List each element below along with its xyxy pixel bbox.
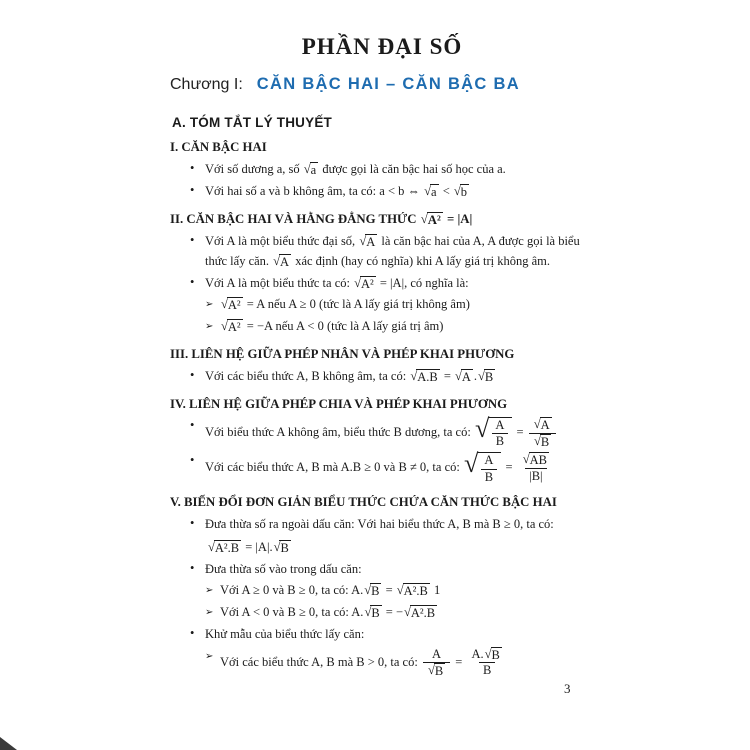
sqrt-expression (397, 583, 430, 598)
radical-sign: √ (427, 663, 435, 678)
denominator (423, 662, 450, 679)
denominator: B (479, 662, 495, 679)
radical-sign: √ (484, 646, 492, 661)
denominator: B (492, 433, 508, 450)
text-run: = (382, 583, 396, 598)
sub-list-item (170, 603, 594, 623)
sqrt-expression (221, 297, 243, 312)
sqrt-expression (404, 605, 437, 620)
bullet-text (220, 583, 440, 597)
list-item (170, 160, 594, 180)
bullet-text (205, 562, 362, 576)
radical-sign: √ (420, 211, 428, 226)
numerator (529, 417, 557, 433)
denominator: B (481, 469, 497, 486)
sqrt-expression (455, 369, 473, 384)
text-run: = |A|. (242, 539, 273, 554)
text-run: được gọi là căn bậc hai số học của a. (319, 162, 506, 176)
bullet-icon: • (190, 233, 195, 248)
heading-section-ii (170, 212, 594, 228)
text-run: < (439, 183, 453, 198)
text-run: Với các biểu thức A, B mà B > 0, ta có: (220, 654, 421, 669)
chapter-label: Chương I: (170, 76, 243, 93)
list-item (170, 367, 594, 387)
numerator: A (432, 646, 442, 661)
text-run: = − (382, 605, 404, 620)
text-run: = |A| (443, 211, 473, 226)
text-run: Với A ≥ 0 và B ≥ 0, ta có: A. (220, 583, 364, 598)
radical-sign: √ (455, 368, 462, 383)
radical-sign: √ (359, 234, 367, 249)
text-run: Đưa thừa số ra ngoài dấu căn: Với hai biểu thức A, B mà B ≥ 0, ta có: (205, 517, 554, 532)
radical-sign: √ (364, 605, 372, 620)
arrow-bullet-icon: ➢ (205, 650, 214, 662)
text-run: = |A|, có nghĩa là: (376, 275, 469, 290)
sqrt-expression (364, 605, 381, 620)
radicand (488, 417, 512, 450)
text-run: A. (471, 646, 484, 661)
sqrt-expression (534, 417, 552, 432)
text-run: Với các biểu thức A, B không âm, ta có: (205, 368, 410, 383)
radicand: A (280, 254, 290, 269)
radical-sign: √ (424, 183, 432, 198)
radicand: AB (529, 453, 547, 468)
text-run: Với số dương a, số (205, 162, 303, 176)
bullet-text (205, 234, 580, 268)
radicand: A (461, 369, 471, 384)
arrow-bullet-icon: ➢ (205, 321, 214, 333)
arrow-bullet-icon: ➢ (205, 299, 214, 311)
numerator: A (484, 452, 494, 467)
sqrt-expression (410, 369, 439, 384)
radicand: b (460, 184, 468, 199)
list-item (170, 182, 594, 202)
radical-sign: √ (364, 583, 372, 598)
sqrt-expression (221, 319, 243, 334)
radicand: A².B (410, 606, 436, 621)
sqrt-expression (428, 663, 445, 678)
sqrt-expression (485, 647, 502, 662)
radical-sign: √ (534, 433, 541, 448)
radicand: A² (360, 276, 374, 291)
bullet-text (205, 276, 469, 290)
fraction (518, 452, 554, 484)
fraction (480, 453, 497, 485)
chapter-title: CĂN BẬC HAI – CĂN BẬC BA (256, 75, 520, 93)
radicand: B (371, 606, 380, 621)
radical-sign: √ (522, 452, 530, 467)
text-run: Với A là một biểu thức ta có: (205, 275, 354, 290)
heading-section-iii: III. LIÊN HỆ GIỮA PHÉP NHÂN VÀ PHÉP KHAI PHƯƠNG (170, 346, 515, 361)
arrow-bullet-icon: ➢ (205, 585, 214, 597)
sub-list-item (170, 647, 594, 679)
bullet-icon: • (190, 452, 195, 467)
text-run: = A nếu A ≥ 0 (tức là A lấy giá trị không âm) (243, 297, 470, 312)
bullet-text (205, 184, 470, 198)
radical-sign: √ (221, 319, 228, 334)
text-run: Với các biểu thức A, B mà A.B ≥ 0 và B ≠ 0, ta có: (205, 460, 463, 475)
text-run: Với hai số a và b không âm, ta có: a < b ⇔ (205, 183, 424, 198)
denominator: |B| (525, 468, 546, 485)
section-heading-a: A. TÓM TẮT LÝ THUYẾT (172, 115, 332, 130)
radicand: B (371, 584, 380, 599)
list-item (170, 560, 594, 580)
sqrt-expression (421, 212, 443, 228)
scan-corner-artifact (0, 737, 17, 750)
radical-sign: √ (404, 605, 411, 620)
radicand: A² (227, 298, 241, 313)
radical-sign: √ (463, 448, 479, 478)
heading-section-iv: IV. LIÊN HỆ GIỮA PHÉP CHIA VÀ PHÉP KHAI PHƯƠNG (170, 396, 508, 411)
list-item (170, 448, 594, 485)
text-run: = (513, 425, 527, 440)
text-run: II. CĂN BẬC HAI VÀ HẰNG ĐẲNG THỨC (170, 211, 420, 226)
radicand: A (366, 235, 376, 250)
bullet-icon: • (190, 625, 195, 640)
text-run: = (502, 460, 516, 475)
numerator (518, 452, 554, 468)
list-item (170, 515, 594, 558)
fraction (529, 417, 557, 449)
sqrt-expression (523, 452, 549, 467)
sqrt-expression (359, 234, 377, 249)
bullet-icon: • (190, 274, 195, 289)
list-item (170, 274, 594, 294)
radical-sign: √ (533, 417, 541, 432)
page-number: 3 (564, 681, 571, 696)
sqrt-expression (478, 369, 495, 384)
bullet-icon: • (190, 161, 195, 175)
list-item (170, 413, 594, 450)
text-run: Đưa thừa số vào trong dấu căn: (205, 561, 362, 576)
arrow-bullet-icon: ➢ (205, 607, 214, 619)
sqrt-expression (273, 254, 291, 269)
radicand: A².B (403, 584, 428, 599)
radical-sign: √ (208, 539, 215, 554)
heading-section-i: I. CĂN BẬC HAI (170, 140, 267, 154)
radicand: A (540, 418, 550, 433)
sqrt-expression (364, 583, 381, 598)
bullet-text (205, 413, 559, 449)
radicand: a (431, 184, 437, 199)
list-item (170, 232, 594, 272)
sqrt-expression (304, 162, 318, 177)
radical-sign: √ (354, 275, 361, 290)
radical-sign: √ (273, 253, 281, 268)
radicand (477, 452, 501, 485)
radical-sign: √ (303, 162, 311, 176)
numerator: A (495, 417, 505, 432)
text-run: Với A là một biểu thức đại số, (205, 234, 359, 249)
bullet-text (205, 369, 496, 383)
radical-sign: √ (474, 413, 490, 443)
bullet-text (220, 646, 509, 679)
sub-list-item (170, 317, 594, 337)
page-title: PHẦN ĐẠI SỐ (301, 34, 463, 59)
sub-list-item (170, 581, 594, 601)
sqrt-expression (274, 540, 291, 555)
text-run: Với biểu thức A không âm, biểu thức B dương, ta có: (205, 425, 474, 440)
radicand: B (434, 664, 444, 679)
page-content (170, 34, 594, 681)
list-item (170, 625, 594, 645)
text-run: = (452, 654, 466, 669)
radical-sign: √ (273, 539, 281, 554)
text-run: Khử mẫu của biểu thức lấy căn: (205, 626, 365, 641)
sqrt-expression (354, 276, 376, 291)
bullet-text (205, 627, 364, 641)
radical-sign: √ (478, 368, 485, 383)
bullet-icon: • (190, 182, 195, 197)
heading-section-v: V. BIẾN ĐỔI ĐƠN GIẢN BIỂU THỨC CHỨA CĂN THỨC BẬC HAI (170, 495, 557, 510)
sqrt-expression (474, 413, 512, 450)
bullet-text (220, 605, 438, 619)
text-run: . (473, 368, 478, 383)
bullet-text (220, 297, 470, 311)
text-run: 1 (430, 583, 441, 598)
text-run: = (440, 368, 454, 383)
bullet-icon: • (190, 417, 195, 432)
radical-sign: √ (221, 297, 228, 312)
radicand: A².B (214, 540, 240, 555)
radicand: A.B (417, 369, 438, 384)
radicand: a (310, 163, 317, 177)
bullet-icon: • (190, 560, 195, 575)
text-run: = −A nếu A < 0 (tức là A lấy giá trị âm) (243, 319, 444, 334)
sqrt-expression (424, 184, 438, 199)
chapter-heading (170, 75, 594, 94)
radicand: B (540, 434, 550, 449)
numerator (467, 647, 506, 663)
denominator (529, 433, 556, 450)
bullet-icon: • (190, 367, 195, 382)
fraction (467, 647, 506, 679)
sqrt-expression (454, 184, 469, 199)
radicand: B (484, 369, 494, 384)
bullet-text (205, 162, 506, 176)
radicand: B (280, 540, 289, 555)
radicand: B (491, 647, 500, 662)
text-run: Với A < 0 và B ≥ 0, ta có: A. (220, 605, 364, 620)
radical-sign: √ (453, 183, 461, 198)
text-run: là căn bậc hai của A, A được gọi là biểu thức lấy căn. (205, 234, 580, 268)
radicand: A² (427, 212, 441, 227)
fraction (423, 647, 450, 679)
bullet-text (205, 517, 594, 558)
bullet-text (220, 319, 443, 333)
radical-sign: √ (396, 583, 404, 598)
sqrt-expression (208, 540, 241, 555)
formula-line (207, 538, 594, 558)
bullet-icon: • (190, 516, 195, 531)
sqrt-expression (534, 434, 551, 449)
text-run: xác định (hay có nghĩa) khi A lấy giá trị không âm. (292, 253, 551, 268)
sub-list-item (170, 295, 594, 315)
radicand: A² (227, 320, 241, 335)
fraction (491, 418, 508, 450)
sqrt-expression (463, 448, 501, 485)
radical-sign: √ (410, 368, 418, 383)
bullet-text (205, 448, 556, 484)
